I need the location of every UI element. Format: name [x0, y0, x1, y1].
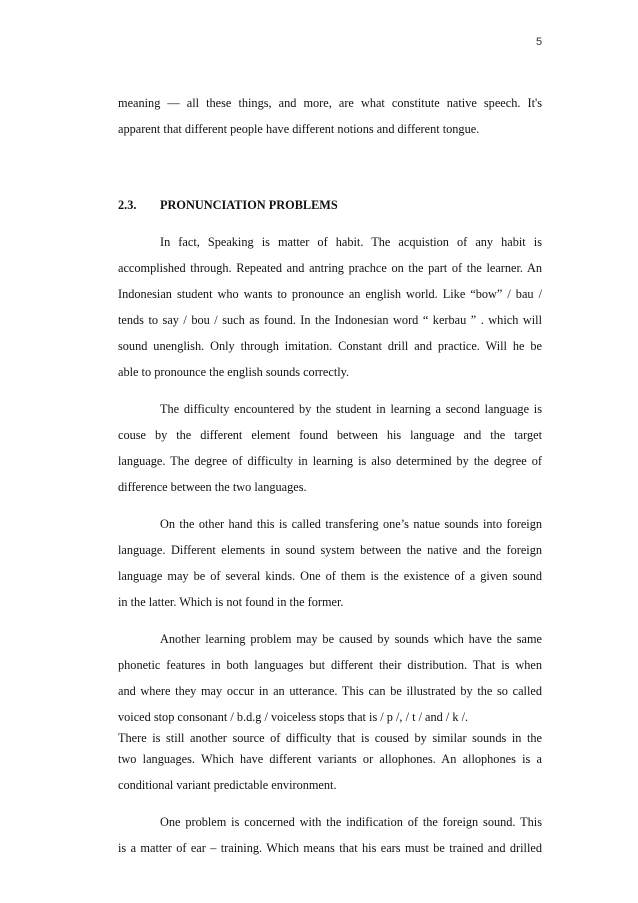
- text-line: In fact, Speaking is matter of habit. The acquistion of any habit is: [160, 235, 542, 249]
- text-line: sound unenglish. Only through imitation. Constant drill and practice. Will he be: [118, 339, 542, 353]
- text-line: On the other hand this is called transfering one’s natue sounds into foreign: [160, 517, 542, 531]
- page-number: 5: [536, 36, 543, 48]
- section-number: 2.3.: [118, 198, 137, 212]
- spacer: [118, 500, 542, 511]
- spacer: [118, 615, 542, 626]
- text-line: apparent that different people have different notions and different tongue.: [118, 122, 480, 136]
- paragraph-1: [118, 229, 542, 385]
- paragraph-5: [118, 809, 542, 861]
- text-line: The difficulty encountered by the student in learning a second language is: [160, 402, 542, 416]
- text-line: tends to say / bou / such as found. In the Indonesian word “ kerbau ” . which will: [118, 313, 542, 327]
- paragraph-4: [118, 626, 542, 798]
- text-line: One problem is concerned with the indification of the foreign sound. This: [160, 815, 542, 829]
- section-title: PRONUNCIATION PROBLEMS: [160, 198, 338, 212]
- section-heading: [118, 192, 542, 218]
- text-line: couse by the different element found between his language and the target: [118, 428, 542, 442]
- paragraph-2: [118, 396, 542, 500]
- text-line: phonetic features in both languages but different their distribution. That is when: [118, 658, 542, 672]
- text-line: meaning — all these things, and more, are what constitute native speech. It's: [118, 96, 542, 110]
- spacer: [118, 218, 542, 229]
- text-line: accomplished through. Repeated and antring prachce on the part of the learner. An: [118, 261, 542, 275]
- spacer: [118, 142, 542, 192]
- text-line: language. Different elements in sound system between the native and the foreign: [118, 543, 542, 557]
- text-line: able to pronounce the english sounds correctly.: [118, 365, 350, 379]
- text-line: voiced stop consonant / b.d.g / voiceless stops that is / p /, / t / and / k /.: [118, 710, 469, 724]
- text-line: is a matter of ear – training. Which means that his ears must be trained and drilled: [118, 841, 542, 855]
- page-body: [118, 90, 542, 861]
- text-line: Indonesian student who wants to pronounce an english world. Like “bow” / bau /: [118, 287, 542, 301]
- spacer: [118, 385, 542, 396]
- text-line: language may be of several kinds. One of them is the existence of a given sound: [118, 569, 542, 583]
- text-line: language. The degree of difficulty in learning is also determined by the degree of: [118, 454, 542, 468]
- text-line: difference between the two languages.: [118, 480, 307, 494]
- text-line: conditional variant predictable environment.: [118, 778, 337, 792]
- text-line: and where they may occur in an utterance. This can be illustrated by the so called: [118, 684, 542, 698]
- paragraph-3: [118, 511, 542, 615]
- spacer: [118, 798, 542, 809]
- intro-paragraph: [118, 90, 542, 142]
- text-line: in the latter. Which is not found in the former.: [118, 595, 344, 609]
- text-line: Another learning problem may be caused by sounds which have the same: [160, 632, 542, 646]
- text-line: There is still another source of difficulty that is coused by similar sounds in the: [118, 731, 542, 745]
- text-line: two languages. Which have different variants or allophones. An allophones is a: [118, 752, 542, 766]
